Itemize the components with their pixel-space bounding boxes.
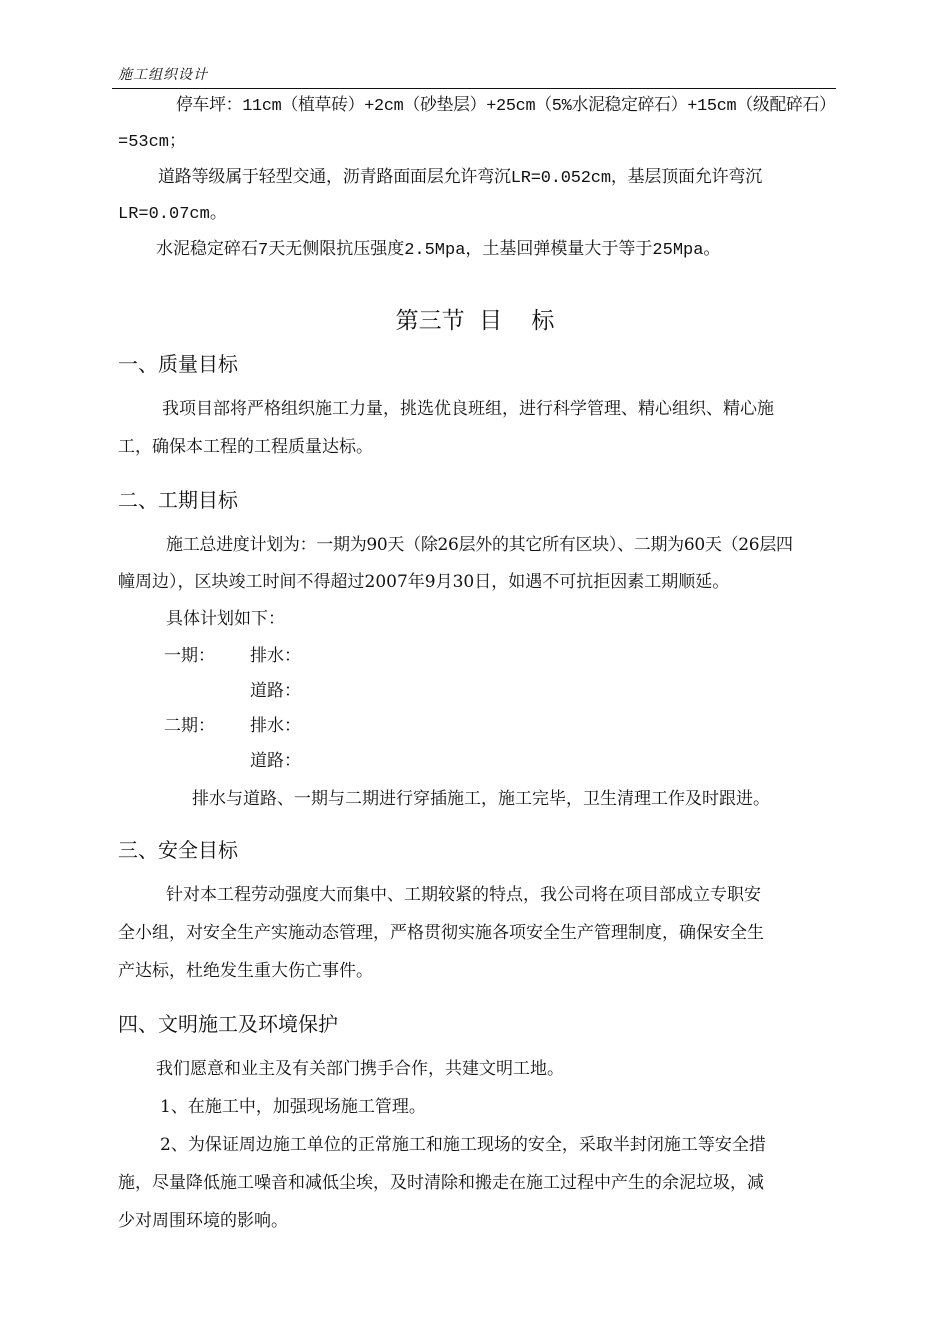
safety-line-2: 全小组，对安全生产实施动态管理，严格贯彻实施各项安全生产管理制度，确保安全生 bbox=[118, 923, 764, 943]
civil-line-3: 2、为保证周边施工单位的正常施工和施工现场的安全，采取半封闭施工等安全措 bbox=[160, 1135, 766, 1155]
section-title: 第三节 目 标 bbox=[395, 308, 555, 334]
schedule-heading: 二、工期目标 bbox=[118, 488, 238, 512]
safety-line-1: 针对本工程劳动强度大而集中、工期较紧的特点，我公司将在项目部成立专职安 bbox=[166, 885, 761, 905]
schedule-line-1: 施工总进度计划为：一期为90天（除26层外的其它所有区块）、二期为60天（26层四 bbox=[166, 535, 793, 555]
running-header: 施工组织设计 bbox=[118, 67, 208, 83]
header-rule bbox=[112, 88, 836, 89]
civil-line-5: 少对周围环境的影响。 bbox=[118, 1211, 288, 1231]
safety-line-3: 产达标，杜绝发生重大伤亡事件。 bbox=[118, 961, 373, 981]
phase-1-label: 一期： bbox=[164, 646, 215, 666]
phase-2-label: 二期： bbox=[164, 716, 215, 736]
quality-line-1: 我项目部将严格组织施工力量，挑选优良班组，进行科学管理、精心组织、精心施 bbox=[162, 399, 774, 419]
plan-intro: 具体计划如下： bbox=[166, 609, 285, 629]
phase-1-road: 道路： bbox=[250, 681, 301, 701]
safety-heading: 三、安全目标 bbox=[118, 838, 238, 862]
civil-heading: 四、文明施工及环境保护 bbox=[118, 1012, 338, 1036]
quality-line-2: 工，确保本工程的工程质量达标。 bbox=[118, 437, 373, 457]
civil-line-4: 施，尽量降低施工噪音和减低尘埃，及时清除和搬走在施工过程中产生的余泥垃圾，减 bbox=[118, 1173, 764, 1193]
schedule-line-2: 幢周边），区块竣工时间不得超过2007年9月30日，如遇不可抗拒因素工期顺延。 bbox=[118, 572, 730, 592]
spec-line-1: 停车坪：11cm（植草砖）+2cm（砂垫层）+25cm（5%水泥稳定碎石）+15cm（级配碎石） bbox=[176, 97, 836, 116]
spec-line-4: LR=0.07cm。 bbox=[118, 205, 227, 224]
quality-heading: 一、质量目标 bbox=[118, 352, 238, 376]
phase-2-road: 道路： bbox=[250, 751, 301, 771]
phase-2-drainage: 排水： bbox=[250, 716, 301, 736]
spec-line-2: =53cm； bbox=[118, 133, 187, 152]
civil-line-2: 1、在施工中，加强现场施工管理。 bbox=[160, 1097, 426, 1117]
civil-line-1: 我们愿意和业主及有关部门携手合作，共建文明工地。 bbox=[156, 1059, 564, 1079]
phase-1-drainage: 排水： bbox=[250, 646, 301, 666]
spec-line-5: 水泥稳定碎石7天无侧限抗压强度2.5Mpa，土基回弹模量大于等于25Mpa。 bbox=[156, 241, 721, 260]
spec-line-3: 道路等级属于轻型交通，沥青路面面层允许弯沉LR=0.052cm，基层顶面允许弯沉 bbox=[158, 169, 763, 188]
schedule-note: 排水与道路、一期与二期进行穿插施工，施工完毕，卫生清理工作及时跟进。 bbox=[192, 789, 770, 809]
